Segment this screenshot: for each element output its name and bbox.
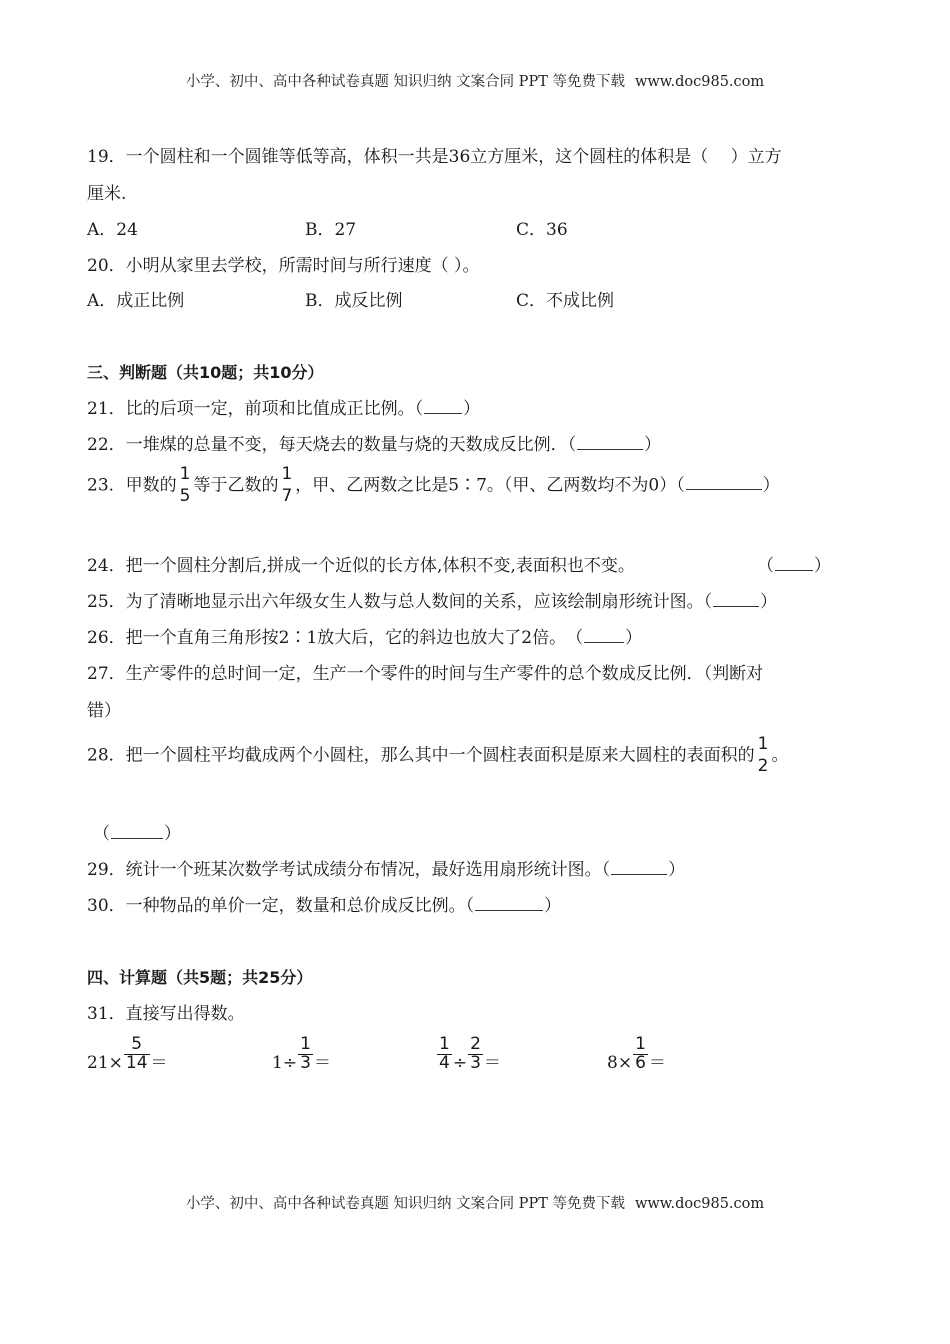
question-30-text: 30．一种物品的单价一定，数量和总价成反比例。（ — [87, 896, 475, 916]
option-c: C．不成比例 — [516, 291, 615, 311]
page-footer — [0, 1192, 950, 1213]
question-24-text: 24．把一个圆柱分割后,拼成一个近似的长方体,体积不变,表面积也不变。 — [87, 556, 635, 576]
question-20: 20．小明从家里去学校，所需时间与所行速度（ ）。 — [87, 256, 480, 276]
question-25-text: 25．为了清晰地显示出六年级女生人数与总人数间的关系，应该绘制扇形统计图。（ — [87, 592, 713, 612]
question-29-text: 29．统计一个班某次数学考试成绩分布情况，最好选用扇形统计图。（ — [87, 860, 611, 880]
calc-item-2: 1÷ $\frac{1}{3}$ ＝ — [272, 1034, 331, 1073]
question-19-line2: 厘米. — [87, 184, 127, 204]
answer-blank[interactable] — [577, 435, 643, 450]
fraction-1-4: $\frac{1}{4}$ — [439, 1034, 450, 1073]
question-22 — [87, 434, 661, 456]
question-28-text: 28．把一个圆柱平均截成两个小圆柱，那么其中一个圆柱表面积是原来大圆柱的表面积的 — [87, 745, 755, 766]
section-title-judgement: 三、判断题（共10题；共10分） — [87, 363, 324, 382]
question-28 — [87, 736, 788, 776]
header-text: 小学、初中、高中各种试卷真题 知识归纳 文案合同 PPT 等免费下载 — [185, 74, 625, 90]
question-26 — [87, 627, 642, 649]
question-26-text: 26．把一个直角三角形按2∶1放大后，它的斜边也放大了2倍。 （ — [87, 628, 584, 648]
question-20-options — [87, 290, 847, 312]
paren-close: ） — [544, 896, 562, 916]
fraction-2-3: $\frac{2}{3}$ — [470, 1034, 481, 1073]
footer-text: 小学、初中、高中各种试卷真题 知识归纳 文案合同 PPT 等免费下载 — [185, 1196, 625, 1212]
option-a: A．24 — [87, 220, 138, 240]
question-31: 31．直接写出得数。 — [87, 1004, 245, 1024]
question-23-suffix: ，甲、乙两数之比是5∶7。（甲、乙两数均不为0）（ — [295, 475, 685, 496]
question-22-text: 22．一堆煤的总量不变，每天烧去的数量与烧的天数成反比例．（ — [87, 435, 577, 455]
answer-blank[interactable] — [775, 556, 813, 571]
question-28-end: 。 — [771, 745, 789, 766]
answer-blank[interactable] — [584, 628, 624, 643]
question-19-options — [87, 219, 847, 241]
option-b: B．27 — [305, 220, 357, 240]
question-24 — [87, 555, 847, 577]
question-29 — [87, 859, 685, 881]
calc-item-3: $\frac{1}{4}$ ÷ $\frac{2}{3}$ ＝ — [439, 1034, 501, 1073]
question-23 — [87, 466, 780, 506]
question-27-line1: 27．生产零件的总时间一定，生产一个零件的时间与生产零件的总个数成反比例．（判断对 — [87, 664, 764, 684]
paren-close: ） — [668, 860, 686, 880]
page-header — [0, 70, 950, 91]
answer-blank[interactable] — [686, 475, 762, 490]
paren-close: ） — [644, 435, 662, 455]
paren-close: ） — [463, 399, 481, 419]
answer-blank[interactable] — [111, 824, 163, 839]
question-27-line2: 错） — [87, 701, 121, 721]
question-23-middle: 等于乙数的 — [193, 475, 279, 496]
question-23-prefix: 23．甲数的 — [87, 475, 177, 496]
question-21-text: 21．比的后项一定，前项和比值成正比例。（ — [87, 399, 424, 419]
question-21 — [87, 398, 480, 420]
option-c: C．36 — [516, 220, 568, 240]
fraction-one-half: 1 2 — [757, 734, 769, 776]
fraction-one-fifth: 1 5 — [179, 464, 191, 506]
fraction-one-seventh: 1 7 — [281, 464, 293, 506]
paren-close: ） — [762, 475, 780, 496]
question-24-paren: （ ） — [757, 556, 831, 576]
question-19-line1: 19．一个圆柱和一个圆锥等低等高，体积一共是36立方厘米，这个圆柱的体积是（ ）立方 — [87, 147, 782, 167]
paren-close: ） — [625, 628, 643, 648]
question-28-answer: （ ） — [93, 824, 181, 844]
fraction-1-3: $\frac{1}{3}$ — [300, 1034, 311, 1073]
paren-close: ） — [760, 592, 778, 612]
fraction-5-14: $\frac{5}{14}$ — [125, 1034, 148, 1073]
answer-blank[interactable] — [475, 896, 543, 911]
option-a: A．成正比例 — [87, 291, 185, 311]
header-url: www.doc985.com — [634, 74, 765, 90]
answer-blank[interactable] — [713, 592, 759, 607]
calc-item-1: 21× $\frac{5}{14}$ ＝ — [87, 1034, 168, 1073]
answer-blank[interactable] — [611, 860, 667, 875]
answer-blank[interactable] — [424, 399, 462, 414]
section-title-calculation: 四、计算题（共5题；共25分） — [87, 968, 313, 987]
question-25 — [87, 591, 777, 613]
footer-url: www.doc985.com — [634, 1196, 765, 1212]
question-30 — [87, 895, 561, 917]
calc-item-4: 8× $\frac{1}{6}$ ＝ — [607, 1034, 666, 1073]
fraction-1-6: $\frac{1}{6}$ — [635, 1034, 646, 1073]
option-b: B．成反比例 — [305, 291, 403, 311]
